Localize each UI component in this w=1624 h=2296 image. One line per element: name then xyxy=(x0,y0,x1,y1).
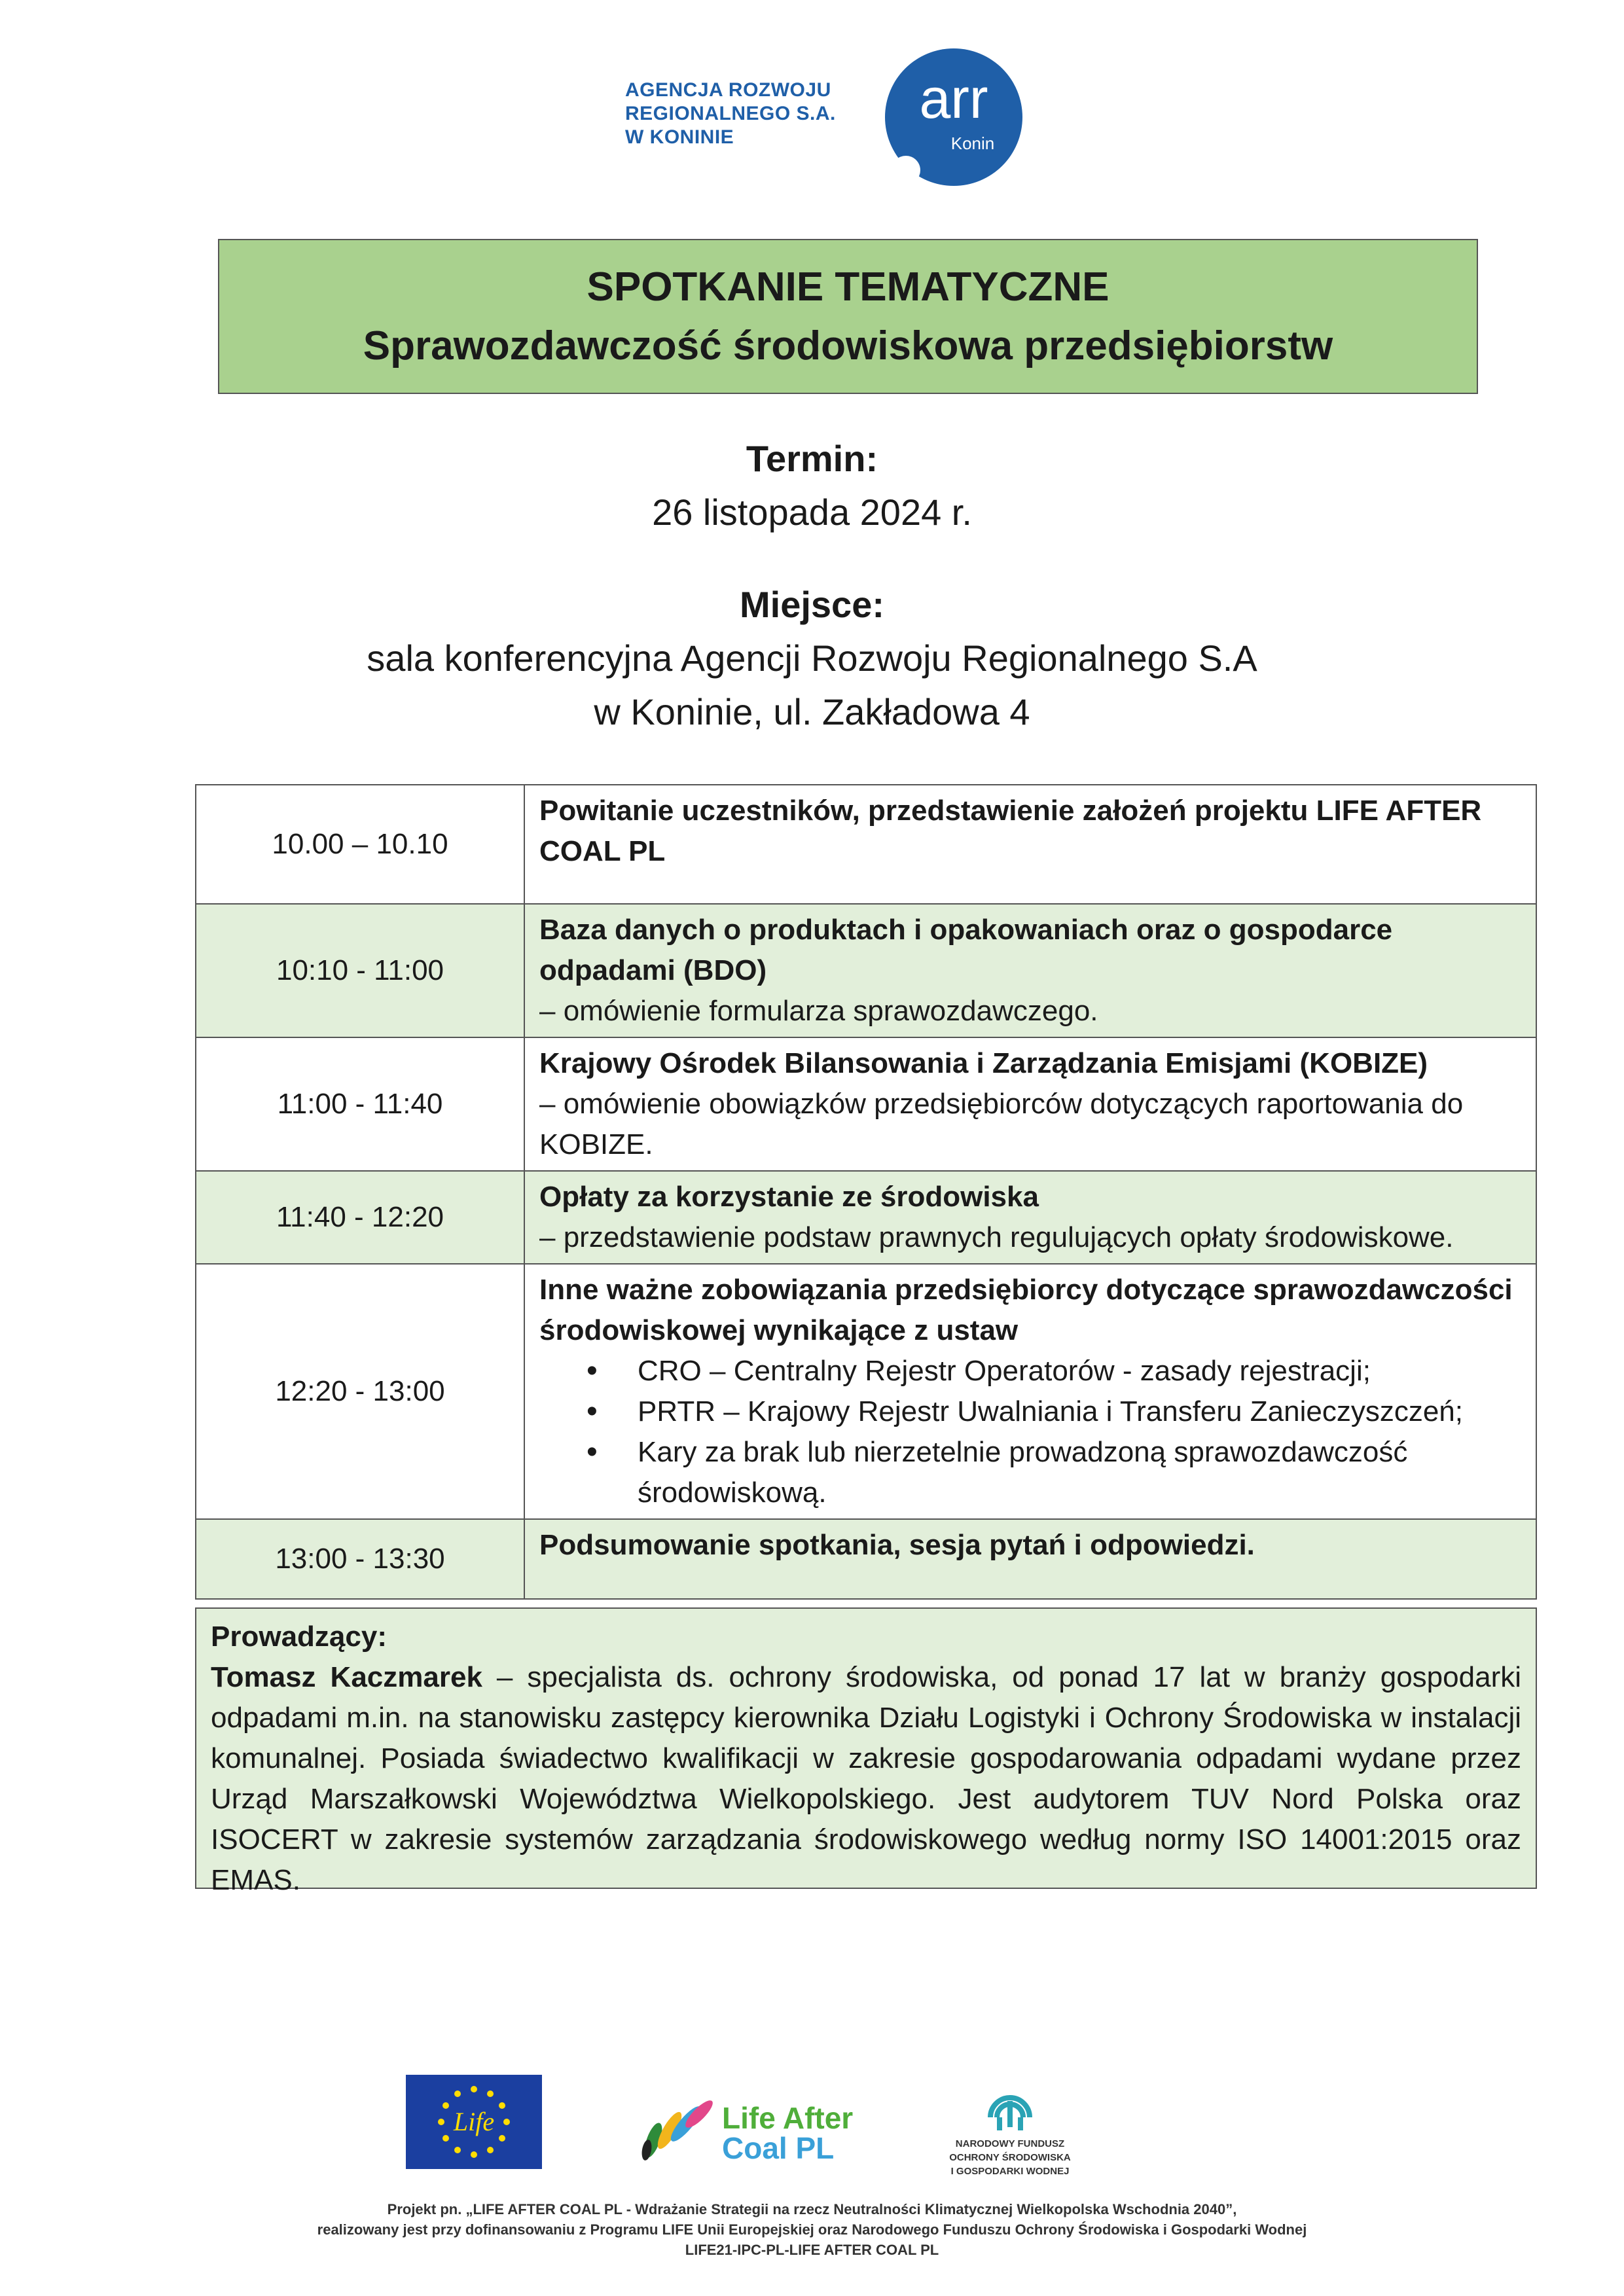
date-label: Termin: xyxy=(746,438,878,479)
title-line-1: SPOTKANIE TEMATYCZNE xyxy=(586,264,1110,310)
agenda-title: Inne ważne zobowiązania przedsiębiorcy dotyczące sprawozdawczości środowiskowej wynikające z ustaw xyxy=(539,1274,1513,1346)
agency-logo-text xyxy=(625,79,887,149)
agenda-title: Podsumowanie spotkania, sesja pytań i odpowiedzi. xyxy=(539,1529,1255,1561)
agenda-title: Baza danych o produktach i opakowaniach oraz o gospodarce odpadami (BDO) xyxy=(539,914,1393,986)
date-value: 26 listopada 2024 r. xyxy=(652,492,972,533)
list-item: • PRTR – Krajowy Rejestr Uwalniania i Transferu Zanieczyszczeń; xyxy=(638,1391,1521,1432)
agenda-row xyxy=(196,1519,1536,1599)
nfos-line-3: I GOSPODARKI WODNEJ xyxy=(950,2166,1070,2177)
logo-line-1: AGENCJA ROZWOJU xyxy=(625,79,831,101)
agenda-desc xyxy=(524,904,1536,1037)
venue-label: Miejsce: xyxy=(740,584,884,625)
agenda-time: 11:40 - 12:20 xyxy=(196,1171,524,1264)
logo-mark: arr xyxy=(919,67,988,130)
agenda-row xyxy=(196,1037,1536,1171)
nfos-line-1: NARODOWY FUNDUSZ xyxy=(955,2138,1065,2149)
agenda-desc xyxy=(524,1264,1536,1519)
agenda-row xyxy=(196,785,1536,904)
venue-section xyxy=(0,578,1624,739)
speaker-box xyxy=(195,1607,1537,1896)
agenda-title: Opłaty za korzystanie ze środowiska xyxy=(539,1181,1039,1213)
agenda-title: Krajowy Ośrodek Bilansowania i Zarządzania Emisjami (KOBIZE) xyxy=(539,1047,1428,1079)
speaker-description: – specjalista ds. ochrony środowiska, od ponad 17 lat w branży gospodarki odpadami m.in. na stanowisku zastępcy kierownika Działu Logistyki i Ochrony Środowiska w instalacji komunalnej. Posiada świadectwo kwalifikacji w zakresie gospodarowania odpadami wydane przez Urząd Marszałkowski Województwa Wielkopolskiego. Jest audytorem TUV Nord Polska oraz ISOCERT w zakresie systemów zarządzania środowiskowego według normy ISO 14001:2015 oraz EMAS. xyxy=(211,1661,1521,1896)
agenda-desc xyxy=(524,1171,1536,1264)
lac-logo-line-1: Life After xyxy=(722,2101,854,2135)
agenda-time: 10:10 - 11:00 xyxy=(196,904,524,1037)
nfos-line-2: OCHRONY ŚRODOWISKA xyxy=(949,2152,1071,2163)
nfosigw-logo-icon xyxy=(928,2072,1092,2179)
agenda-time: 11:00 - 11:40 xyxy=(196,1037,524,1171)
eu-logo-text: Life xyxy=(453,2107,495,2136)
venue-line-1: sala konferencyjna Agencji Rozwoju Regionalnego S.A xyxy=(367,637,1257,679)
agenda-time: 13:00 - 13:30 xyxy=(196,1519,524,1599)
venue-line-2: w Koninie, ul. Zakładowa 4 xyxy=(594,691,1030,732)
agenda-row xyxy=(196,1171,1536,1264)
agenda-row xyxy=(196,904,1536,1037)
list-item: • Kary za brak lub nierzetelnie prowadzoną sprawozdawczość środowiskową. xyxy=(638,1432,1521,1513)
arr-logo-icon xyxy=(882,46,1025,188)
agenda-desc xyxy=(524,785,1536,904)
agenda-row xyxy=(196,1264,1536,1519)
life-after-coal-logo-icon xyxy=(634,2088,869,2166)
agenda-detail: – omówienie obowiązków przedsiębiorców dotyczących raportowania do KOBIZE. xyxy=(539,1088,1464,1160)
agenda-time: 12:20 - 13:00 xyxy=(196,1264,524,1519)
eu-life-logo-icon xyxy=(406,2075,542,2169)
agenda-desc xyxy=(524,1519,1536,1599)
speaker-bio xyxy=(211,1657,1521,1901)
agenda-title: Powitanie uczestników, przedstawienie założeń projektu LIFE AFTER COAL PL xyxy=(539,795,1482,867)
agenda-detail: – przedstawienie podstaw prawnych regulujących opłaty środowiskowe. xyxy=(539,1221,1454,1253)
funding-line-3: LIFE21-IPC-PL-LIFE AFTER COAL PL xyxy=(685,2242,939,2258)
funding-line-1: Projekt pn. „LIFE AFTER COAL PL - Wdrażanie Strategii na rzecz Neutralności Klimatycznej Wielkopolska Wschodnia 2040”, xyxy=(387,2201,1237,2217)
funding-line-2: realizowany jest przy dofinansowaniu z Programu LIFE Unii Europejskiej oraz Narodowego Funduszu Ochrony Środowiska i Gospodarki Wodnej xyxy=(317,2221,1307,2238)
logo-sub: Konin xyxy=(950,134,995,153)
agenda-bullets xyxy=(539,1351,1521,1513)
logo-line-3: W KONINIE xyxy=(625,126,734,148)
agenda-desc xyxy=(524,1037,1536,1171)
title-line-2: Sprawozdawczość środowiskowa przedsiębiorstw xyxy=(363,323,1333,368)
logo-line-2: REGIONALNEGO S.A. xyxy=(625,103,836,124)
agenda-detail: – omówienie formularza sprawozdawczego. xyxy=(539,995,1098,1027)
speaker-name: Tomasz Kaczmarek xyxy=(211,1661,482,1693)
speaker-label: Prowadzący: xyxy=(211,1621,387,1653)
list-item: • CRO – Centralny Rejestr Operatorów - zasady rejestracji; xyxy=(638,1351,1521,1391)
funding-note xyxy=(0,2199,1624,2260)
agenda-time: 10.00 – 10.10 xyxy=(196,785,524,904)
date-section xyxy=(0,432,1624,539)
title-banner xyxy=(218,239,1478,394)
lac-logo-line-2: Coal PL xyxy=(722,2131,835,2165)
agenda-table xyxy=(195,784,1537,1600)
